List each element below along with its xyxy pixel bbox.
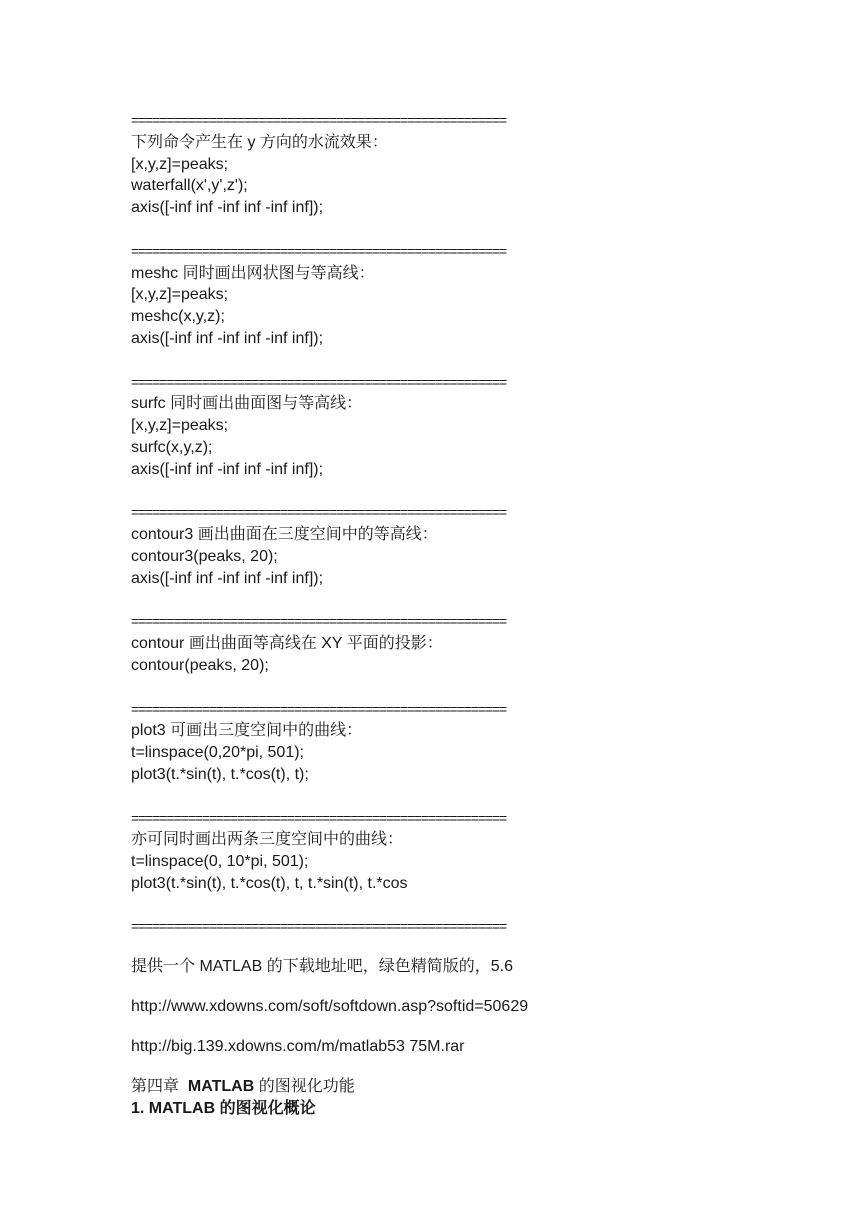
text-line: contour3 画出曲面在三度空间中的等高线： xyxy=(131,526,438,544)
chapter-title-rest: 的图视化功能 xyxy=(254,1077,355,1095)
code-line: axis([-inf inf -inf inf -inf inf]); xyxy=(131,569,324,587)
code-line: contour(peaks, 20); xyxy=(131,656,269,674)
code-line: t=linspace(0, 10*pi, 501); xyxy=(131,853,309,871)
code-line: contour3(peaks, 20); xyxy=(131,547,278,565)
text-line: plot3 可画出三度空间中的曲线： xyxy=(131,722,363,740)
document-body xyxy=(131,110,691,1120)
code-line: [x,y,z]=peaks; xyxy=(131,286,229,304)
chapter-title-bold: MATLAB xyxy=(187,1077,255,1095)
code-line: axis([-inf inf -inf inf -inf inf]); xyxy=(131,199,324,217)
text-line: surfc 同时画出曲面图与等高线： xyxy=(131,395,363,413)
separator-line: ===================================================== xyxy=(131,700,507,717)
section-plot3-two-curves xyxy=(131,808,691,895)
separator-line: ===================================================== xyxy=(131,373,507,390)
section-title-rest: 的图视化概论 xyxy=(215,1099,316,1117)
code-line: axis([-inf inf -inf inf -inf inf]); xyxy=(131,460,324,478)
chapter-title xyxy=(131,1076,691,1098)
code-line: waterfall(x',y',z'); xyxy=(131,177,248,195)
code-line: plot3(t.*sin(t), t.*cos(t), t, t.*sin(t), t.*cos xyxy=(131,874,408,892)
section-surfc xyxy=(131,372,691,481)
section-contour3 xyxy=(131,502,691,589)
text-line: contour 画出曲面等高线在 XY 平面的投影： xyxy=(131,635,443,653)
code-line: [x,y,z]=peaks; xyxy=(131,417,229,435)
section-meshc xyxy=(131,241,691,350)
separator-line: ===================================================== xyxy=(131,809,507,826)
download-link-1[interactable]: http://www.xdowns.com/soft/softdown.asp?softid=50629 xyxy=(131,998,529,1016)
separator-line: ===================================================== xyxy=(131,242,507,259)
separator-line: ===================================================== xyxy=(131,918,507,935)
separator-line: ===================================================== xyxy=(131,613,507,630)
text-line: 亦可同时画出两条三度空间中的曲线： xyxy=(131,831,404,849)
code-line: t=linspace(0,20*pi, 501); xyxy=(131,744,304,762)
text-line: 下列命令产生在 y 方向的水流效果： xyxy=(131,133,388,151)
chapter-prefix: 第四章 xyxy=(131,1077,180,1095)
code-line: [x,y,z]=peaks; xyxy=(131,155,229,173)
chapter-heading xyxy=(131,1076,691,1120)
download-link-2[interactable]: http://big.139.xdowns.com/m/matlab53 75M.rar xyxy=(131,1037,465,1055)
section-waterfall xyxy=(131,110,691,219)
section-title xyxy=(131,1098,691,1120)
text-line: meshc 同时画出网状图与等高线： xyxy=(131,264,375,282)
download-intro: 提供一个 MATLAB 的下载地址吧，绿色精简版的，5.6 xyxy=(131,958,513,976)
section-plot3 xyxy=(131,699,691,786)
code-line: surfc(x,y,z); xyxy=(131,438,213,456)
code-line: meshc(x,y,z); xyxy=(131,308,225,326)
code-line: plot3(t.*sin(t), t.*cos(t), t); xyxy=(131,765,309,783)
separator-line: ===================================================== xyxy=(131,504,507,521)
code-line: axis([-inf inf -inf inf -inf inf]); xyxy=(131,329,324,347)
separator-line: ===================================================== xyxy=(131,112,507,128)
section-contour xyxy=(131,611,691,676)
download-section xyxy=(131,956,691,1057)
section-title-bold: 1. MATLAB xyxy=(131,1099,216,1117)
